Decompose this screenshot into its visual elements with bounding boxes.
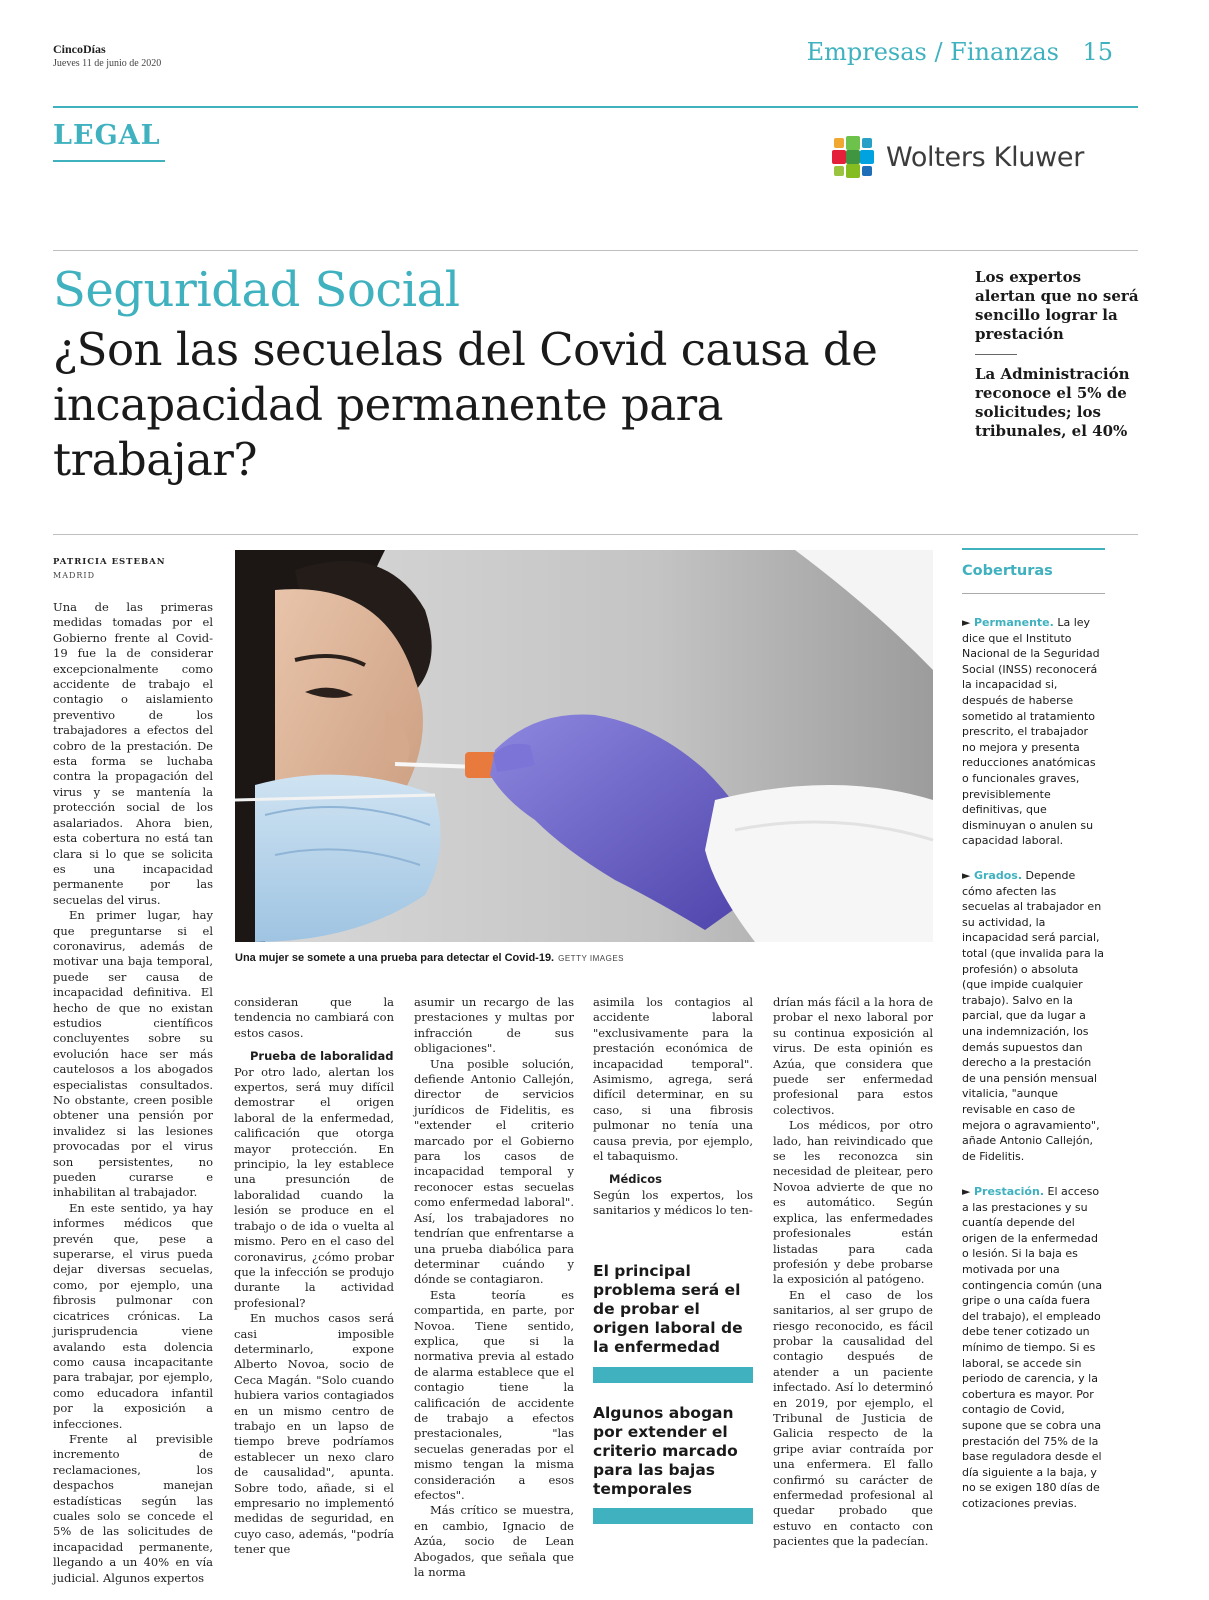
triangle-bullet-icon: ► [962,616,971,629]
sponsor-name: Wolters Kluwer [886,141,1084,173]
sidebar-item-prestacion [962,1184,1105,1511]
sidebar-rule [962,593,1105,594]
headline: ¿Son las secuelas del Covid causa de incapacidad permanente para trabajar? [53,323,878,486]
paragraph: Según los expertos, los sanitarios y médicos lo ten- [593,1187,753,1218]
sidebar-title: Coberturas [962,563,1053,579]
pullquote-bar-2 [593,1508,753,1524]
paragraph: Más crítico se muestra, en cambio, Ignacio de Azúa, socio de Lean Abogados, que señala que la norma [414,1503,574,1580]
triangle-bullet-icon: ► [962,1185,971,1198]
sidebar-item-grados [962,868,1105,1164]
triangle-bullet-icon: ► [962,869,971,882]
sidebar-item-text: Depende cómo afecten las secuelas al trabajador en su actividad, la incapacidad será parcial, total (que invalida para la profesión) o absoluta (que impide cualquier trabajo). Salvo en la parcial, que da lugar a una indemnización, los demás supuestos dan derecho a la prestación de una pensión mensual vitalicia, "aunque revisable en caso de mejora o agravamiento", añade Antonio Callejón, de Fidelitis. [962,869,1105,1163]
divider-mid [53,534,1138,535]
subhead-medicos: Médicos [609,1172,662,1187]
wolters-kluwer-icon [830,134,876,180]
photo-caption [235,952,624,964]
legal-label: LEGAL [53,120,161,151]
paragraph: Una posible solución, defiende Antonio Callejón, director de servicios jurídicos de Fidelitis, es "extender el criterio marcado por el Gobierno para los casos de incapacidad temporal y reconocer estas secuelas como enfermedad laboral". Así, los trabajadores no tendrían que enfrentarse a una prueba diabólica para determinar cuándo y dónde se contagiaron. [414,1056,574,1287]
section-name: Empresas / Finanzas [806,38,1059,66]
divider-top [53,250,1138,251]
sidebar-item-lead: Grados. [973,869,1023,882]
paragraph: En este sentido, ya hay informes médicos que prevén que, pese a superarse, el virus pueda dejar diversas secuelas, como, por ejemplo, una fibrosis pulmonar con cicatrices crónicas. La jurisprudencia viene avalando esta dolencia como causa incapacitante para trabajar, por ejemplo, como educadora infantil por la exposición a infecciones. [53,1200,213,1431]
body-column-4 [593,995,753,1230]
masthead [53,42,161,69]
sponsor-logo [830,134,1084,180]
sidebar-item-text: El acceso a las prestaciones y su cuantía depende del origen de la enfermedad o lesión. Si la baja es motivada por una contingencia común (una gripe o una caída fuera del trabajo), el empleado debe tener cotizado un mínimo de tiempo. Si es laboral, se accede sin periodo de carencia, y la cobertura es mayor. Por contagio de Covid, supone que se cobra una prestación del 75% de la base reguladora desde el día siguiente a la baja, y no se exigen 180 días de cotizaciones previas. [962,1185,1103,1510]
byline-author: PATRICIA ESTEBAN [53,557,166,567]
pullquote-1: El principal problema será el de probar el origen laboral de la enfermedad [593,1262,743,1356]
subhead-laboralidad: Prueba de laboralidad [250,1049,394,1064]
sidebar-top-rule [962,548,1105,550]
sidebar-item-lead: Permanente. [973,616,1054,629]
paragraph: asimila los contagios al accidente laboral "exclusivamente para la prestación económica de incapacidad temporal". Asimismo, agrega, será difícil determinar, en su caso, si una fibrosis pulmonar no tenía una causa previa, por ejemplo, el tabaquismo. [593,995,753,1164]
paragraph: Frente al previsible incremento de reclamaciones, los despachos manejan estadísticas según las cuales solo se concede el 5% de las solicitudes de incapacidad permanente, llegando a un 40% en vía judicial. Algunos expertos [53,1431,213,1585]
issue-date: Jueves 11 de junio de 2020 [53,58,162,69]
covid-test-illustration [235,550,933,942]
body-column-3 [414,995,574,1580]
byline-location: MADRID [53,571,95,580]
kicker: Seguridad Social [53,262,460,318]
deck-1: Los expertos alertan que no será sencillo lograr la prestación [975,268,1139,343]
body-column-2 [234,995,394,1557]
photo-credit: GETTY IMAGES [558,954,624,963]
page-number: 15 [1082,38,1113,66]
paragraph: En primer lugar, hay que preguntarse si el coronavirus, además de motivar una baja temporal, puede ser causa de incapacidad definitiva. El hecho de que no existan estudios científicos concluyentes sobre su evolución hace ser más cautelosos a los abogados especialistas consultados. No obstante, creen posible obtener una pensión por invalidez si las lesiones provocadas por el virus son persistentes, no pueden curarse e inhabilitan al trabajador. [53,908,213,1200]
deck-2: La Administración reconoce el 5% de solicitudes; los tribunales, el 40% [975,365,1130,440]
sidebar-item-permanente [962,615,1105,849]
paragraph: asumir un recargo de las prestaciones y multas por infracción de sus obligaciones". [414,995,574,1056]
paragraph: En muchos casos será casi imposible determinarlo, expone Alberto Novoa, socio de Ceca Magán. "Solo cuando hubiera varios contagiados en un mismo centro de trabajo en un lapso de tiempo breve podríamos establecer un nexo claro de causalidad", apunta. Sobre todo, añade, si el empresario no implementó medidas de seguridad, en cuyo caso, además, "podría tener que [234,1311,394,1557]
pullquote-bar-1 [593,1367,753,1383]
deck-separator [975,354,1017,355]
header-rule [53,106,1138,108]
article-photo [235,550,933,942]
newspaper-brand: CincoDías [53,42,106,56]
sidebar-item-text: La ley dice que el Instituto Nacional de la Seguridad Social (INSS) reconocerá la incapacidad si, después de haberse sometido al tratamiento prescrito, el trabajador no mejora y presenta reducciones anatómicas o funcionales graves, previsiblemente definitivas, que disminuyan o anulen su capacidad laboral. [962,616,1100,848]
pullquote-2: Algunos abogan por extender el criterio marcado para las bajas temporales [593,1404,738,1498]
caption-text: Una mujer se somete a una prueba para detectar el Covid-19. [235,952,555,964]
paragraph: En el caso de los sanitarios, al ser grupo de riesgo reconocido, es fácil probar la causalidad del contagio después de atender a un paciente infectado. Así lo determinó en 2019, por ejemplo, el Tribunal de Justicia de Galicia respecto de la gripe aviar contraída por una enfermera. El fallo confirmó su carácter de enfermedad profesional al quedar probado que estuvo en contacto con pacientes que la padecían. [773,1287,933,1549]
body-column-5 [773,995,933,1549]
paragraph: Los médicos, por otro lado, han reivindicado que se les reconozca sin necesidad de pleitear, pero Novoa advierte de que no es automático. Según explica, las enfermedades profesionales están listadas para cada profesión y debe probarse la exposición al patógeno. [773,1118,933,1287]
paragraph: Una de las primeras medidas tomadas por el Gobierno frente al Covid-19 fue la de considerar excepcionalmente como accidente de trabajo el contagio o aislamiento preventivo de los trabajadores a efectos del cobro de la prestación. De esta forma se luchaba contra la propagación del virus y se mantenía la protección social de los asalariados. Ahora bien, esta cobertura no está tan clara si lo que se solicita es una incapacidad permanente por las secuelas del virus. [53,600,213,907]
paragraph: drían más fácil a la hora de probar el nexo laboral por su continua exposición al virus. De esta opinión es Azúa, que considera que puede ser enfermedad profesional para estos colectivos. [773,995,933,1117]
body-column-1 [53,600,213,1585]
paragraph: consideran que la tendencia no cambiará con estos casos. [234,995,394,1040]
legal-underline [53,160,165,162]
paragraph: Esta teoría es compartida, en parte, por Novoa. Tiene sentido, explica, que si la normativa previa al estado de alarma establece que el contagio tiene la calificación de accidente de trabajo a efectos prestacionales, "las secuelas generadas por el mismo tengan la misma consideración a esos efectos". [414,1287,574,1502]
sidebar-item-lead: Prestación. [973,1185,1045,1198]
paragraph: Por otro lado, alertan los expertos, será muy difícil demostrar el origen laboral de la enfermedad, calificación que otorga mayor protección. En principio, la ley establece una presunción de laboralidad cuando la lesión se produce en el trabajo o de ida o vuelta al mismo. Pero en el caso del coronavirus, ¿cómo probar que la infección se produjo durante la actividad profesional? [234,1064,394,1310]
